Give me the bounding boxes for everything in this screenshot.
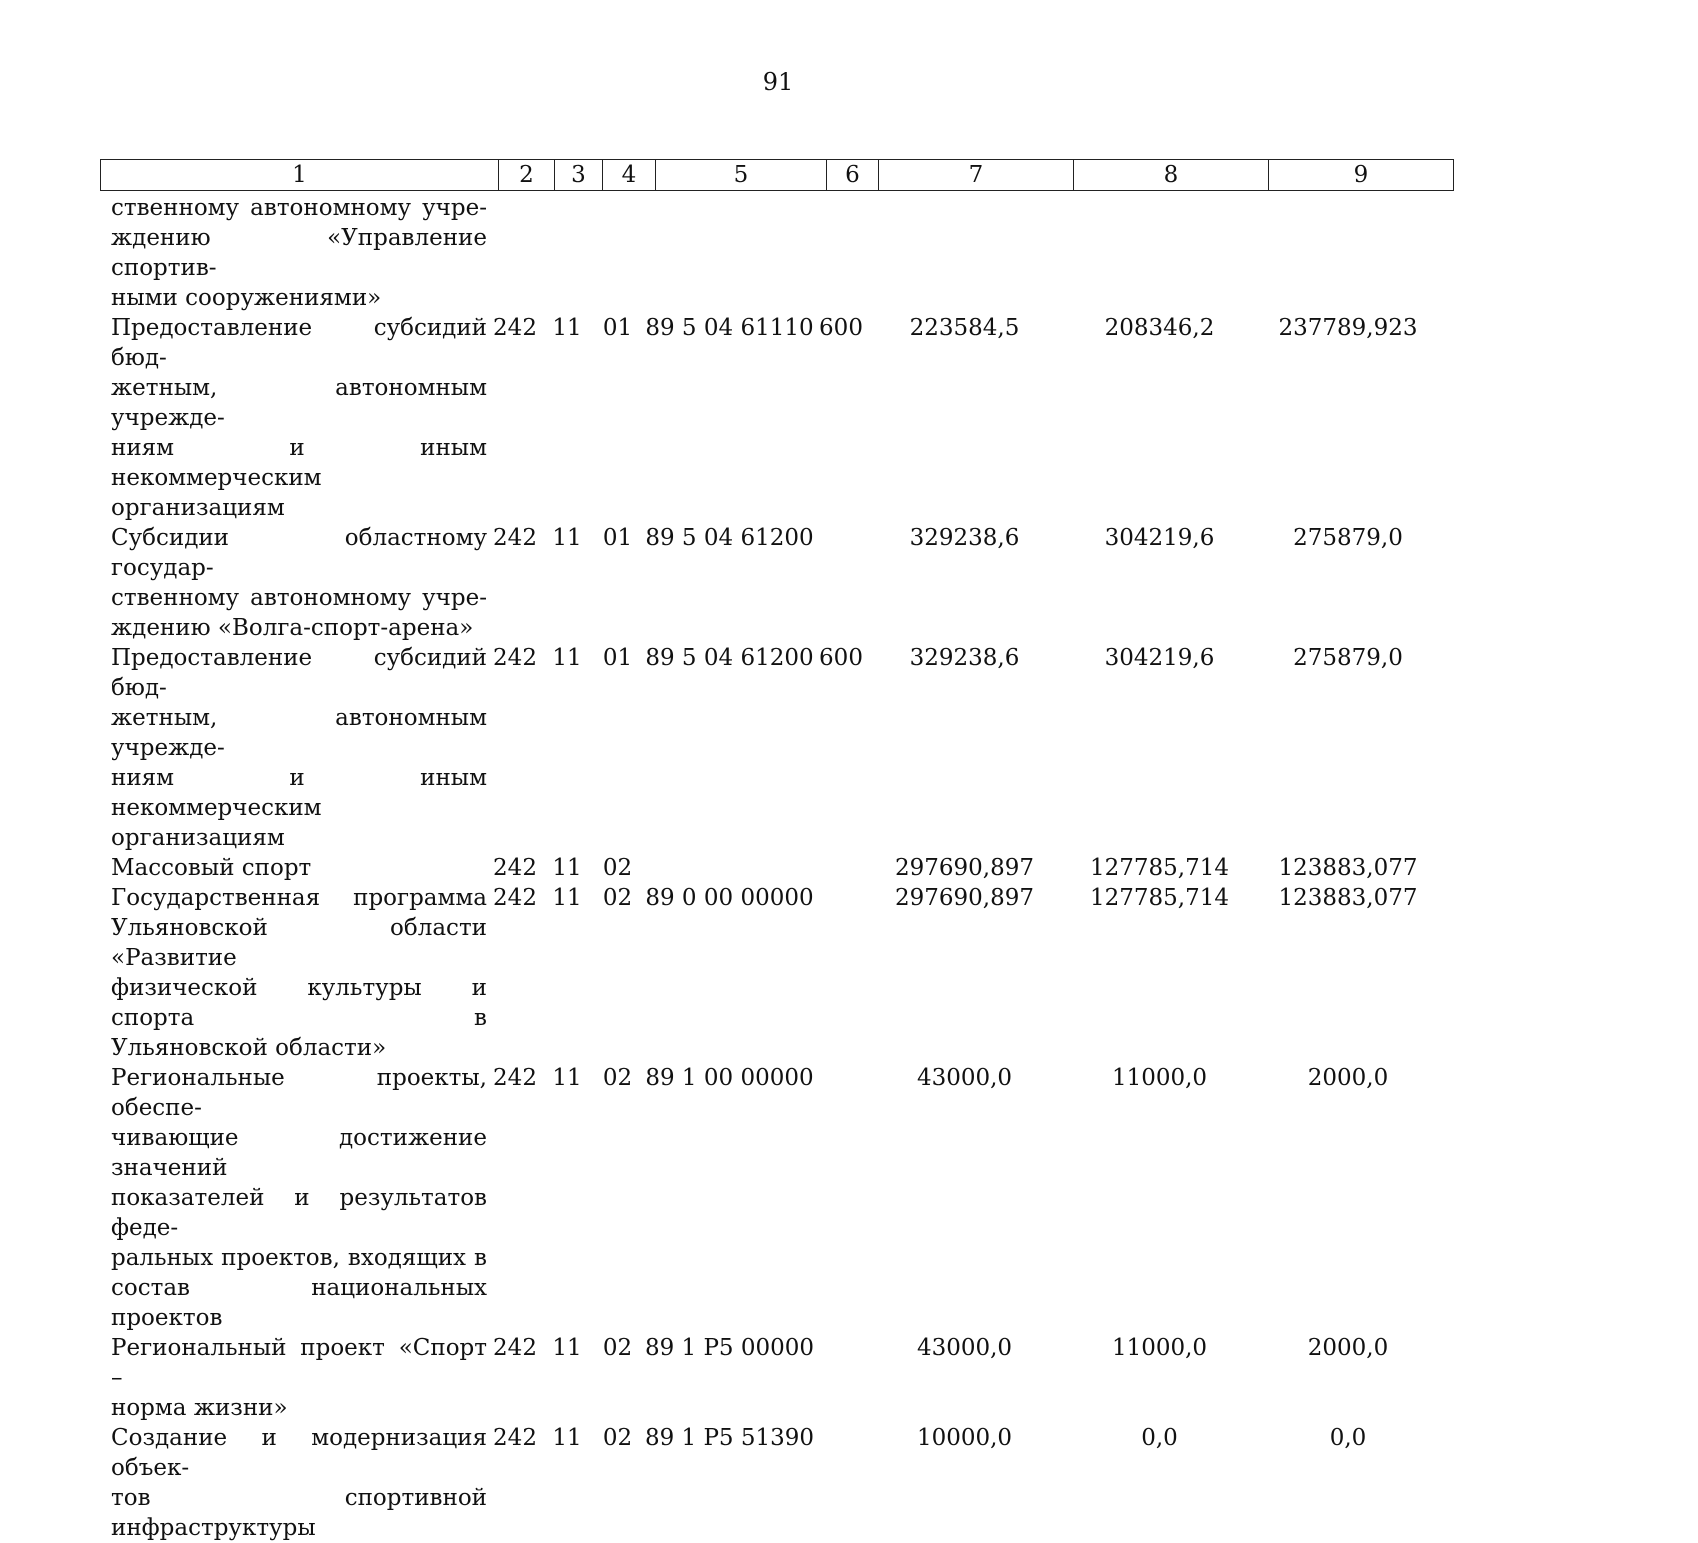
amount-col9-cell: 2000,0 (1307, 1065, 1389, 1091)
description-cell (100, 853, 487, 883)
section-cell: 11 (552, 525, 582, 551)
section-cell: 11 (552, 1065, 582, 1091)
subsection-cell: 02 (602, 1425, 633, 1451)
table-row (100, 1333, 1453, 1423)
section-cell: 11 (552, 1425, 582, 1451)
column-header-table (100, 159, 1454, 191)
amount-col7-cell: 43000,0 (916, 1065, 1013, 1091)
column-header-4: 4 (603, 160, 656, 191)
description-cell (100, 1423, 487, 1543)
description-line: показателей и результатов феде- (111, 1185, 487, 1241)
description-cell (100, 523, 487, 643)
ministry-code-cell: 242 (493, 1425, 537, 1451)
amount-col8-cell: 11000,0 (1111, 1065, 1208, 1091)
section-cell: 11 (552, 855, 582, 881)
description-line: ниям и иным некоммерческим (111, 765, 487, 821)
amount-col7-cell: 43000,0 (916, 1335, 1013, 1361)
description-line: Региональные проекты, обеспе- (111, 1065, 487, 1121)
column-header-3: 3 (555, 160, 603, 191)
page-number: 91 (762, 68, 794, 96)
subsection-cell: 02 (602, 885, 633, 911)
subsection-cell: 02 (602, 855, 633, 881)
table-row (100, 853, 1453, 883)
description-line: норма жизни» (111, 1395, 288, 1421)
ministry-code-cell: 242 (493, 855, 537, 881)
column-header-7: 7 (879, 160, 1074, 191)
ministry-code-cell: 242 (493, 525, 537, 551)
description-line: Ульяновской области «Развитие (111, 915, 487, 971)
expense-type-cell: 600 (819, 315, 863, 341)
description-line: организациям (111, 495, 285, 521)
amount-col8-cell: 304219,6 (1104, 645, 1215, 671)
table-row (100, 1423, 1453, 1543)
amount-col9-cell: 0,0 (1329, 1425, 1367, 1451)
target-item-cell: 89 5 04 61200 (645, 645, 814, 671)
description-line: Создание и модернизация объек- (111, 1425, 487, 1481)
amount-col9-cell: 123883,077 (1278, 885, 1418, 911)
target-item-cell: 89 1 00 00000 (645, 1065, 814, 1091)
ministry-code-cell: 242 (493, 885, 537, 911)
description-line: ственному автономному учре- (111, 195, 487, 221)
expense-type-cell: 600 (819, 645, 863, 671)
amount-col8-cell: 127785,714 (1089, 885, 1229, 911)
description-line: жетным, автономным учрежде- (111, 375, 487, 431)
column-header-9: 9 (1269, 160, 1454, 191)
amount-col8-cell: 127785,714 (1089, 855, 1229, 881)
ministry-code-cell: 242 (493, 1065, 537, 1091)
subsection-cell: 02 (602, 1065, 633, 1091)
target-item-cell: 89 5 04 61110 (645, 315, 814, 341)
amount-col9-cell: 237789,923 (1278, 315, 1418, 341)
subsection-cell: 01 (602, 525, 633, 551)
description-line: ниям и иным некоммерческим (111, 435, 487, 491)
description-line: ждению «Управление спортив- (111, 225, 487, 281)
description-line: тов спортивной инфраструктуры (111, 1485, 487, 1541)
description-cell (100, 193, 487, 313)
amount-col7-cell: 297690,897 (894, 855, 1034, 881)
section-cell: 11 (552, 645, 582, 671)
description-cell (100, 1063, 487, 1333)
table-row (100, 313, 1453, 523)
description-line: Региональный проект «Спорт – (111, 1335, 487, 1391)
amount-col9-cell: 275879,0 (1293, 645, 1403, 671)
column-header-row (101, 160, 1454, 191)
table-row (100, 523, 1453, 643)
description-cell (100, 883, 487, 1063)
table-body (100, 193, 1453, 1543)
subsection-cell: 01 (602, 645, 633, 671)
description-line: Предоставление субсидий бюд- (111, 315, 487, 371)
description-line: Предоставление субсидий бюд- (111, 645, 487, 701)
amount-col7-cell: 297690,897 (894, 885, 1034, 911)
description-cell (100, 313, 487, 523)
subsection-cell: 01 (602, 315, 633, 341)
table-row (100, 193, 1453, 313)
description-line: чивающие достижение значений (111, 1125, 487, 1181)
description-line: физической культуры и спорта в (111, 975, 487, 1031)
amount-col7-cell: 329238,6 (909, 645, 1020, 671)
description-line: организациям (111, 825, 285, 851)
target-item-cell: 89 0 00 00000 (645, 885, 814, 911)
table-row (100, 1063, 1453, 1333)
description-cell (100, 643, 487, 853)
description-line: ственному автономному учре- (111, 585, 487, 611)
column-header-1: 1 (101, 160, 499, 191)
amount-col7-cell: 329238,6 (909, 525, 1020, 551)
description-line: ными сооружениями» (111, 285, 382, 311)
amount-col8-cell: 11000,0 (1111, 1335, 1208, 1361)
amount-col9-cell: 2000,0 (1307, 1335, 1389, 1361)
description-line: Массовый спорт (111, 855, 312, 881)
description-line: состав национальных проектов (111, 1275, 487, 1331)
description-line: жетным, автономным учрежде- (111, 705, 487, 761)
amount-col8-cell: 0,0 (1141, 1425, 1178, 1451)
target-item-cell: 89 1 P5 51390 (644, 1425, 815, 1451)
section-cell: 11 (552, 315, 582, 341)
column-header-6: 6 (827, 160, 879, 191)
description-line: Субсидии областному государ- (111, 525, 487, 581)
column-header-5: 5 (656, 160, 827, 191)
amount-col9-cell: 275879,0 (1293, 525, 1403, 551)
target-item-cell: 89 1 P5 00000 (644, 1335, 815, 1361)
column-header-8: 8 (1074, 160, 1269, 191)
section-cell: 11 (552, 1335, 582, 1361)
ministry-code-cell: 242 (493, 1335, 537, 1361)
table-row (100, 643, 1453, 853)
description-line: Ульяновской области» (111, 1035, 387, 1061)
amount-col8-cell: 208346,2 (1104, 315, 1215, 341)
description-line: Государственная программа (111, 885, 487, 911)
section-cell: 11 (552, 885, 582, 911)
amount-col8-cell: 304219,6 (1104, 525, 1215, 551)
amount-col7-cell: 10000,0 (916, 1425, 1013, 1451)
description-line: ждению «Волга-спорт-арена» (111, 615, 474, 641)
table-row (100, 883, 1453, 1063)
description-cell (100, 1333, 487, 1423)
target-item-cell: 89 5 04 61200 (645, 525, 814, 551)
amount-col7-cell: 223584,5 (909, 315, 1020, 341)
amount-col9-cell: 123883,077 (1278, 855, 1418, 881)
column-header-2: 2 (499, 160, 555, 191)
ministry-code-cell: 242 (493, 645, 537, 671)
ministry-code-cell: 242 (493, 315, 537, 341)
description-line: ральных проектов, входящих в (111, 1245, 487, 1271)
subsection-cell: 02 (602, 1335, 633, 1361)
